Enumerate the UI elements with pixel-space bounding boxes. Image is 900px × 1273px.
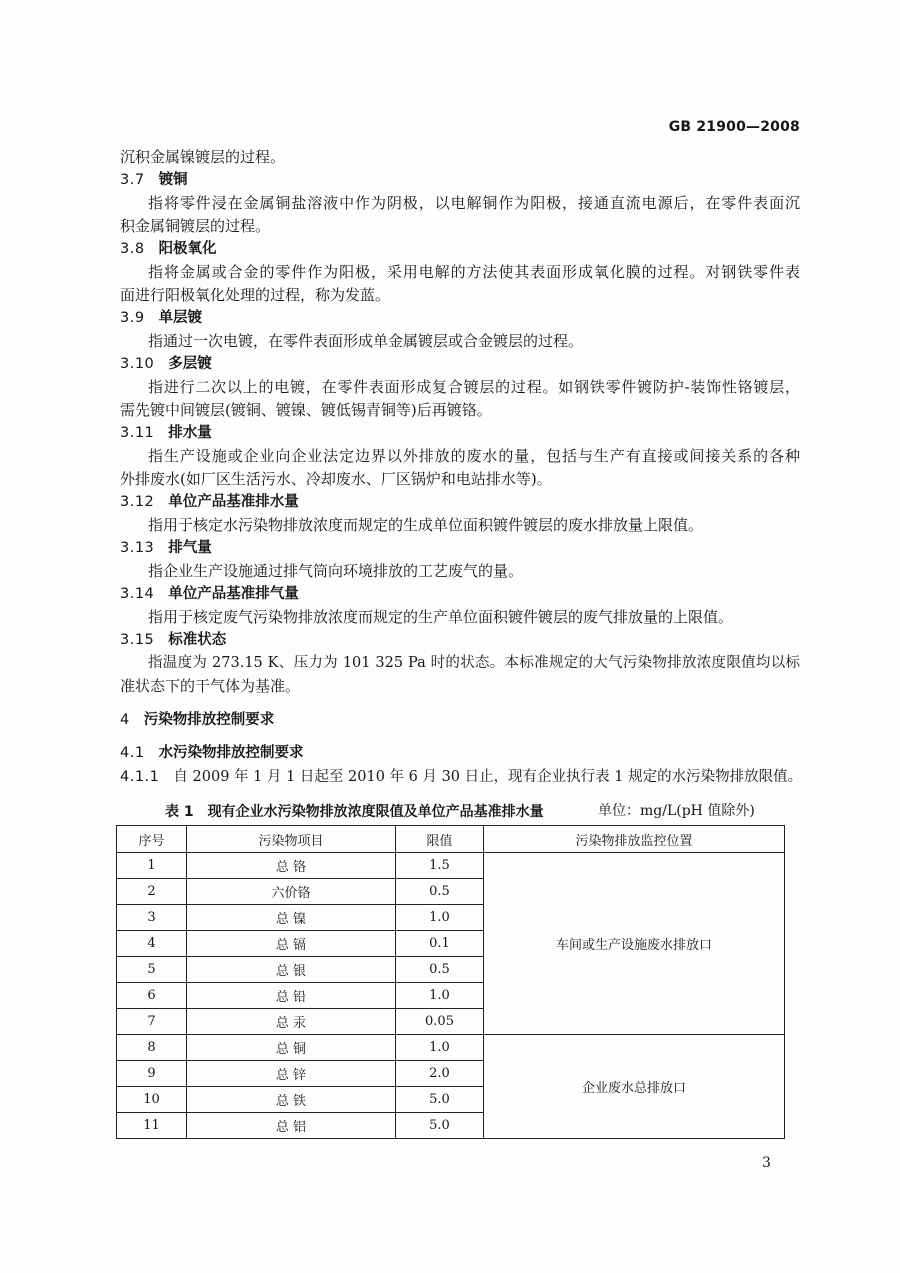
pollutant-name: 总 锌 bbox=[187, 1061, 396, 1087]
term-definition-line: 准状态下的干气体为基准。 bbox=[120, 677, 301, 695]
column-header-number: 序号 bbox=[117, 826, 187, 853]
subsection-heading bbox=[120, 742, 800, 765]
clause-number: 4.1.1 bbox=[120, 769, 160, 785]
table-unit: 单位：mg/L(pH 值除外) bbox=[598, 803, 755, 819]
term-definition-line: 指进行二次以上的电镀，在零件表面形成复合镀层的过程。如钢铁零件镀防护-装饰性铬镀层， bbox=[148, 378, 800, 396]
pollutant-name: 总 汞 bbox=[187, 1009, 396, 1035]
term-number: 3.8 bbox=[120, 241, 145, 257]
subsection-number: 4.1 bbox=[120, 745, 145, 761]
term-heading bbox=[120, 238, 800, 261]
term-heading bbox=[120, 422, 800, 445]
clause-paragraph bbox=[120, 766, 803, 789]
term-heading bbox=[120, 537, 800, 560]
row-number: 10 bbox=[117, 1087, 187, 1113]
term-title: 镀铜 bbox=[158, 172, 188, 188]
term-number: 3.14 bbox=[120, 586, 155, 602]
term-definition-line: 指生产设施或企业向企业法定边界以外排放的废水的量，包括与生产有直接或间接关系的各种 bbox=[148, 447, 800, 465]
term-number: 3.12 bbox=[120, 494, 155, 510]
term-definition-line: 指通过一次电镀，在零件表面形成单金属镀层或合金镀层的过程。 bbox=[148, 332, 584, 350]
row-number: 9 bbox=[117, 1061, 187, 1087]
limit-value: 0.05 bbox=[396, 1009, 484, 1035]
term-heading bbox=[120, 629, 800, 652]
term-definition-line: 需先镀中间镀层(镀铜、镀镍、镀低锡青铜等)后再镀铬。 bbox=[120, 401, 492, 419]
term-heading bbox=[120, 583, 800, 606]
limit-value: 5.0 bbox=[396, 1113, 484, 1139]
pollutant-name: 总 银 bbox=[187, 957, 396, 983]
row-number: 4 bbox=[117, 931, 187, 957]
table-label: 表 1 bbox=[165, 804, 194, 820]
row-number: 1 bbox=[117, 853, 187, 879]
monitoring-location: 车间或生产设施废水排放口 bbox=[484, 853, 785, 1035]
limit-value: 0.1 bbox=[396, 931, 484, 957]
term-title: 阳极氧化 bbox=[158, 241, 217, 257]
term-definition-line: 外排废水(如厂区生活污水、冷却废水、厂区锅炉和电站排水等)。 bbox=[120, 470, 552, 488]
term-number: 3.7 bbox=[120, 172, 145, 188]
table-row bbox=[117, 1035, 785, 1061]
monitoring-location: 企业废水总排放口 bbox=[484, 1035, 785, 1139]
term-heading bbox=[120, 307, 800, 330]
term-title: 多层镀 bbox=[168, 356, 212, 372]
pollutant-name: 总 铝 bbox=[187, 1113, 396, 1139]
row-number: 6 bbox=[117, 983, 187, 1009]
term-definition-line: 积金属铜镀层的过程。 bbox=[120, 217, 271, 235]
pollutant-name: 总 铜 bbox=[187, 1035, 396, 1061]
row-number: 11 bbox=[117, 1113, 187, 1139]
limit-value: 1.5 bbox=[396, 853, 484, 879]
term-title: 单层镀 bbox=[158, 310, 203, 326]
table-caption bbox=[165, 800, 765, 822]
pollutant-limits-table bbox=[116, 825, 785, 1139]
limit-value: 5.0 bbox=[396, 1087, 484, 1113]
row-number: 3 bbox=[117, 905, 187, 931]
pollutant-name: 总 铬 bbox=[187, 853, 396, 879]
row-number: 2 bbox=[117, 879, 187, 905]
term-definition-line: 指将零件浸在金属铜盐溶液中作为阴极，以电解铜作为阳极，接通直流电源后，在零件表面沉 bbox=[148, 194, 800, 212]
pollutant-name: 总 铅 bbox=[187, 983, 396, 1009]
body-text bbox=[120, 146, 803, 789]
term-heading bbox=[120, 169, 800, 192]
column-header-pollutant: 污染物项目 bbox=[187, 826, 396, 853]
term-title: 单位产品基准排水量 bbox=[168, 494, 299, 510]
limit-value: 1.0 bbox=[396, 1035, 484, 1061]
pollutant-name: 总 镉 bbox=[187, 931, 396, 957]
pollutant-name: 总 镍 bbox=[187, 905, 396, 931]
term-definition-line: 指用于核定废气污染物排放浓度而规定的生产单位面积镀件镀层的废气排放量的上限值。 bbox=[148, 608, 734, 626]
subsection-title: 水污染物排放控制要求 bbox=[158, 745, 304, 761]
row-number: 8 bbox=[117, 1035, 187, 1061]
pollutant-name: 六价铬 bbox=[187, 879, 396, 905]
limit-value: 1.0 bbox=[396, 905, 484, 931]
section-number: 4 bbox=[120, 712, 130, 728]
term-title: 单位产品基准排气量 bbox=[168, 586, 299, 602]
term-title: 排水量 bbox=[168, 425, 212, 441]
term-number: 3.9 bbox=[120, 310, 145, 326]
limit-value: 2.0 bbox=[396, 1061, 484, 1087]
pollutant-name: 总 铁 bbox=[187, 1087, 396, 1113]
row-number: 7 bbox=[117, 1009, 187, 1035]
term-heading bbox=[120, 353, 800, 376]
limit-value: 0.5 bbox=[396, 879, 484, 905]
row-number: 5 bbox=[117, 957, 187, 983]
column-header-limit: 限值 bbox=[396, 826, 484, 853]
term-number: 3.13 bbox=[120, 540, 155, 556]
term-definition-line: 指企业生产设施通过排气筒向环境排放的工艺废气的量。 bbox=[148, 562, 524, 580]
term-definition-line: 指将金属或合金的零件作为阳极，采用电解的方法使其表面形成氧化膜的过程。对钢铁零件表 bbox=[148, 263, 800, 281]
term-number: 3.10 bbox=[120, 356, 155, 372]
term-definition-line: 指用于核定水污染物排放浓度而规定的生成单位面积镀件镀层的废水排放量上限值。 bbox=[148, 516, 704, 534]
table-row bbox=[117, 853, 785, 879]
standard-code-header: GB 21900—2008 bbox=[668, 119, 800, 135]
column-header-location: 污染物排放监控位置 bbox=[484, 826, 785, 853]
table-title: 现有企业水污染物排放浓度限值及单位产品基准排水量 bbox=[207, 804, 544, 820]
table-header-row bbox=[117, 826, 785, 853]
section-heading bbox=[120, 709, 800, 732]
page-number: 3 bbox=[762, 1155, 771, 1171]
term-title: 排气量 bbox=[168, 540, 212, 556]
term-number: 3.15 bbox=[120, 632, 155, 648]
term-definition-line: 指温度为 273.15 K、压力为 101 325 Pa 时的状态。本标准规定的大气污染物排放浓度限值均以标 bbox=[148, 655, 800, 671]
term-title: 标准状态 bbox=[168, 632, 227, 648]
term-heading bbox=[120, 491, 800, 514]
section-title: 污染物排放控制要求 bbox=[143, 712, 275, 728]
continued-paragraph-line: 沉积金属镍镀层的过程。 bbox=[120, 148, 286, 166]
limit-value: 0.5 bbox=[396, 957, 484, 983]
term-number: 3.11 bbox=[120, 425, 155, 441]
term-definition-line: 面进行阳极氧化处理的过程，称为发蓝。 bbox=[120, 286, 391, 304]
limit-value: 1.0 bbox=[396, 983, 484, 1009]
clause-text: 自 2009 年 1 月 1 日起至 2010 年 6 月 30 日止，现有企业执行表 1 规定的水污染物排放限值。 bbox=[173, 769, 803, 785]
